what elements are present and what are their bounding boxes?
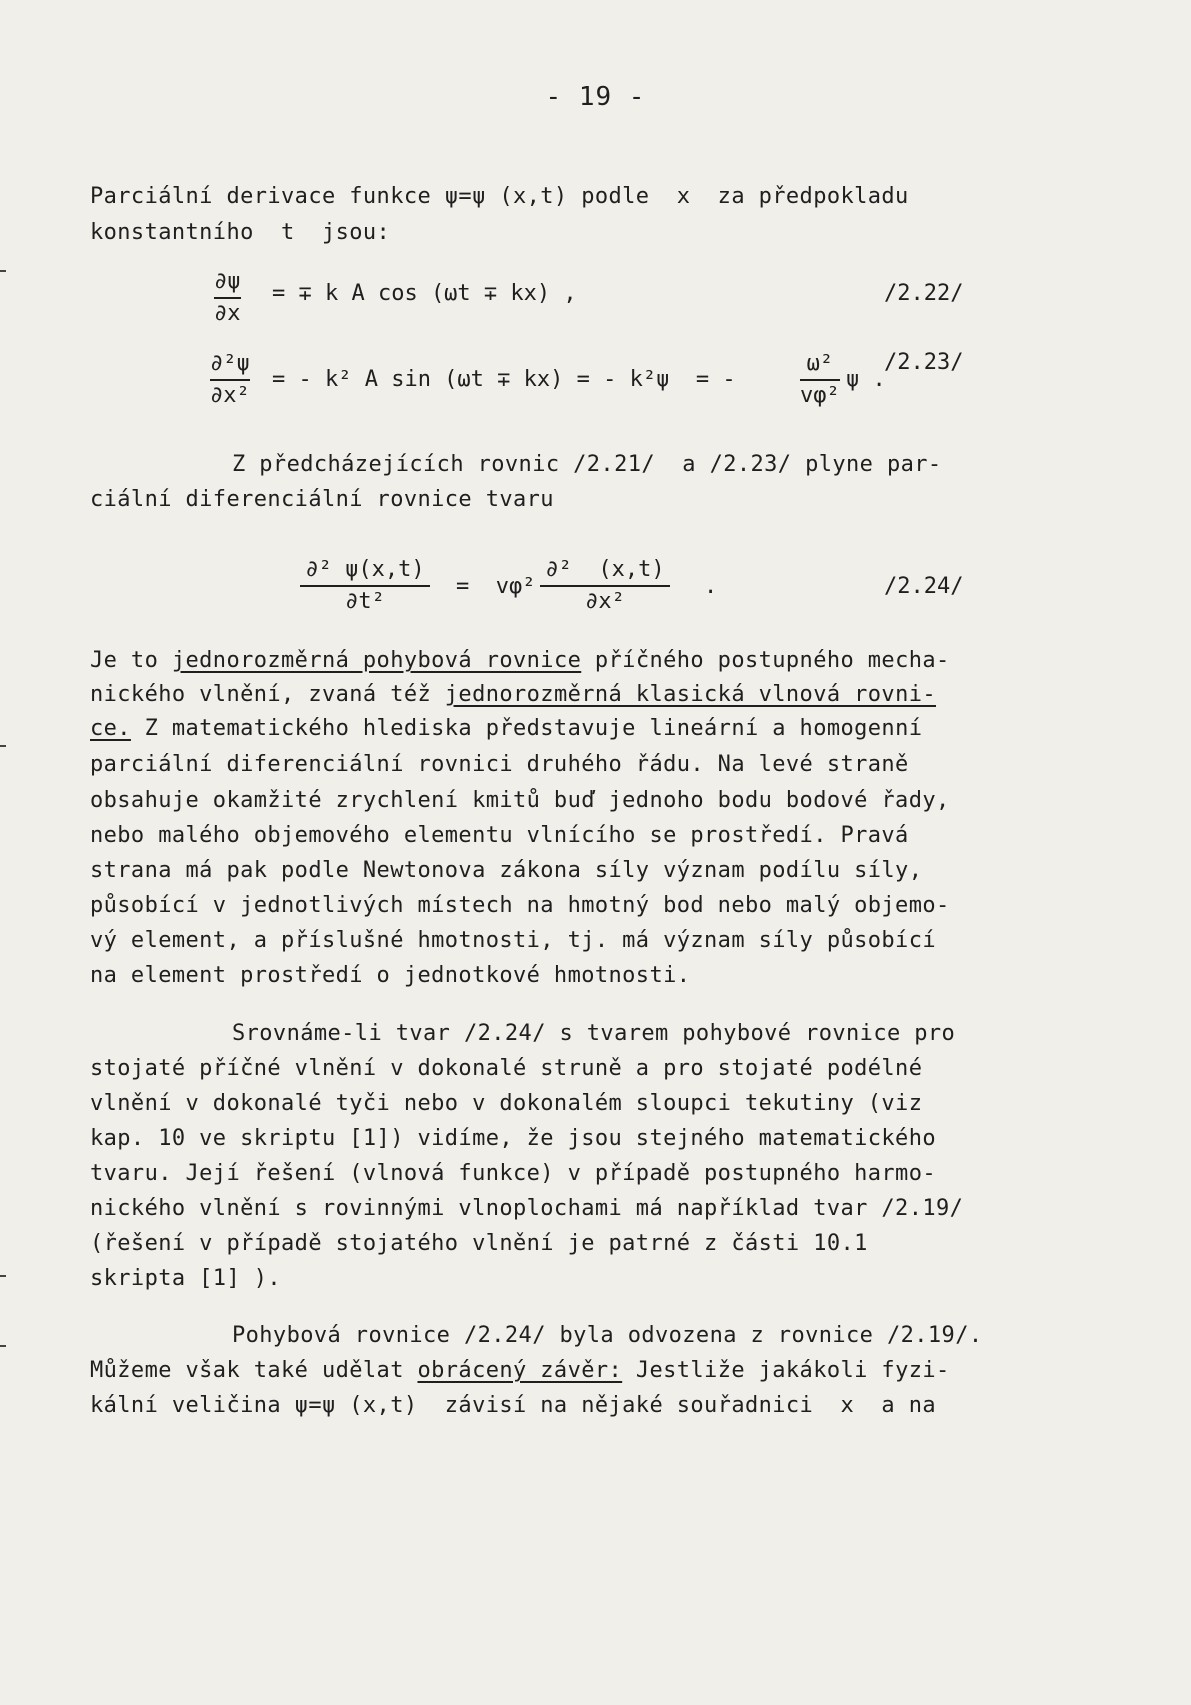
para2-line-10: na element prostředí o jednotkové hmotnosti. <box>90 963 691 988</box>
para3-line-1: Srovnáme-li tvar /2.24/ s tvarem pohybové rovnice pro <box>232 1021 956 1046</box>
para2-text: příčného postupného mecha- <box>581 648 950 673</box>
eq223-fraction <box>210 350 250 410</box>
para2-line-3 <box>90 716 922 741</box>
fraction-bar <box>210 379 250 381</box>
intro-line-2: konstantního t jsou: <box>90 220 391 245</box>
eq223-denominator: ∂x² <box>210 383 250 408</box>
underlined-term: ce. <box>90 716 131 741</box>
eq223-tail: ψ . <box>846 367 886 392</box>
eq222-fraction <box>214 268 241 328</box>
eq223-omega-numerator: ω² <box>806 351 834 376</box>
para3-line-8: skripta [1] ). <box>90 1266 282 1291</box>
para4-text: Jestliže jakákoli fyzi- <box>622 1358 950 1383</box>
underlined-term: jednorozměrná pohybová rovnice <box>171 648 582 673</box>
eq223-numerator: ∂²ψ <box>210 351 250 376</box>
fraction-bar <box>540 585 670 587</box>
eq224-left-denominator: ∂t² <box>345 589 385 614</box>
underlined-term: jednorozměrná klasická vlnová rovni- <box>444 682 937 707</box>
para2-line-6: nebo malého objemového elementu vlnícího se prostředí. Pravá <box>90 823 909 848</box>
para2-text: nického vlnění, zvaná též <box>90 682 445 707</box>
para2-line-9: vý element, a příslušné hmotnosti, tj. má význam síly působící <box>90 928 936 953</box>
eq222-number: /2.22/ <box>884 281 964 306</box>
para4-line-3: kální veličina ψ=ψ (x,t) závisí na nějaké souřadnici x a na <box>90 1393 936 1418</box>
eq224-number: /2.24/ <box>884 574 964 599</box>
underlined-term: obrácený závěr: <box>417 1358 623 1383</box>
para2-line-5: obsahuje okamžité zrychlení kmitů buď jednoho bodu bodové řady, <box>90 788 950 813</box>
eq224-right-numerator: ∂² (x,t) <box>545 557 665 582</box>
intro-line-1: Parciální derivace funkce ψ=ψ (x,t) podle x za předpokladu <box>90 184 909 209</box>
para1-line-1: Z předcházejících rovnic /2.21/ a /2.23/ plyne par- <box>232 452 942 477</box>
eq224-middle: = vφ² <box>456 574 536 599</box>
fraction-bar <box>300 585 430 587</box>
scan-margin-mark <box>0 1345 6 1347</box>
eq222-numerator: ∂ψ <box>214 269 241 294</box>
eq224-left-numerator: ∂² ψ(x,t) <box>305 557 425 582</box>
scan-margin-mark <box>0 270 6 272</box>
eq222-rhs: = ∓ k A cos (ωt ∓ kx) , <box>272 281 577 306</box>
para1-line-2: ciální diferenciální rovnice tvaru <box>90 487 554 512</box>
page-number: - 19 - <box>545 82 646 112</box>
para2-line-7: strana má pak podle Newtonova zákona síly význam podílu síly, <box>90 858 923 883</box>
eq223-rhs: = - k² A sin (ωt ∓ kx) = - k²ψ = - <box>272 367 736 392</box>
eq224-right-denominator: ∂x² <box>585 589 625 614</box>
para3-line-5: tvaru. Její řešení (vlnová funkce) v případě postupného harmo- <box>90 1161 936 1186</box>
eq223-number: /2.23/ <box>884 350 964 375</box>
eq223-omega-denominator: vφ² <box>800 383 840 408</box>
eq224-dot: . <box>704 574 718 599</box>
para2-text: Z matematického hlediska představuje lineární a homogenní <box>130 716 923 741</box>
fraction-bar <box>800 379 840 381</box>
eq224-left-fraction <box>300 556 430 616</box>
para4-text: Můžeme však také udělat <box>90 1358 418 1383</box>
para2-line-4: parciální diferenciální rovnici druhého řádu. Na levé straně <box>90 752 909 777</box>
para3-line-7: (řešení v případě stojatého vlnění je patrné z části 10.1 <box>90 1231 868 1256</box>
scan-margin-mark <box>0 1275 6 1277</box>
para2-line-2 <box>90 682 936 707</box>
para2-text: Je to <box>90 648 172 673</box>
para4-line-2 <box>90 1358 950 1383</box>
para4-line-1: Pohybová rovnice /2.24/ byla odvozena z rovnice /2.19/. <box>232 1323 983 1348</box>
para2-line-1 <box>90 648 950 673</box>
para2-line-8: působící v jednotlivých místech na hmotný bod nebo malý objemo- <box>90 893 950 918</box>
eq223-omega-fraction <box>800 350 840 410</box>
scan-margin-mark <box>0 745 6 747</box>
eq222-denominator: ∂x <box>214 301 241 326</box>
para3-line-4: kap. 10 ve skriptu [1]) vidíme, že jsou stejného matematického <box>90 1126 936 1151</box>
para3-line-3: vlnění v dokonalé tyči nebo v dokonalém sloupci tekutiny (viz <box>90 1091 923 1116</box>
para3-line-2: stojaté příčné vlnění v dokonalé struně a pro stojaté podélné <box>90 1056 923 1081</box>
eq224-right-fraction <box>540 556 670 616</box>
fraction-bar <box>214 297 241 299</box>
para3-line-6: nického vlnění s rovinnými vlnoplochami má například tvar /2.19/ <box>90 1196 964 1221</box>
